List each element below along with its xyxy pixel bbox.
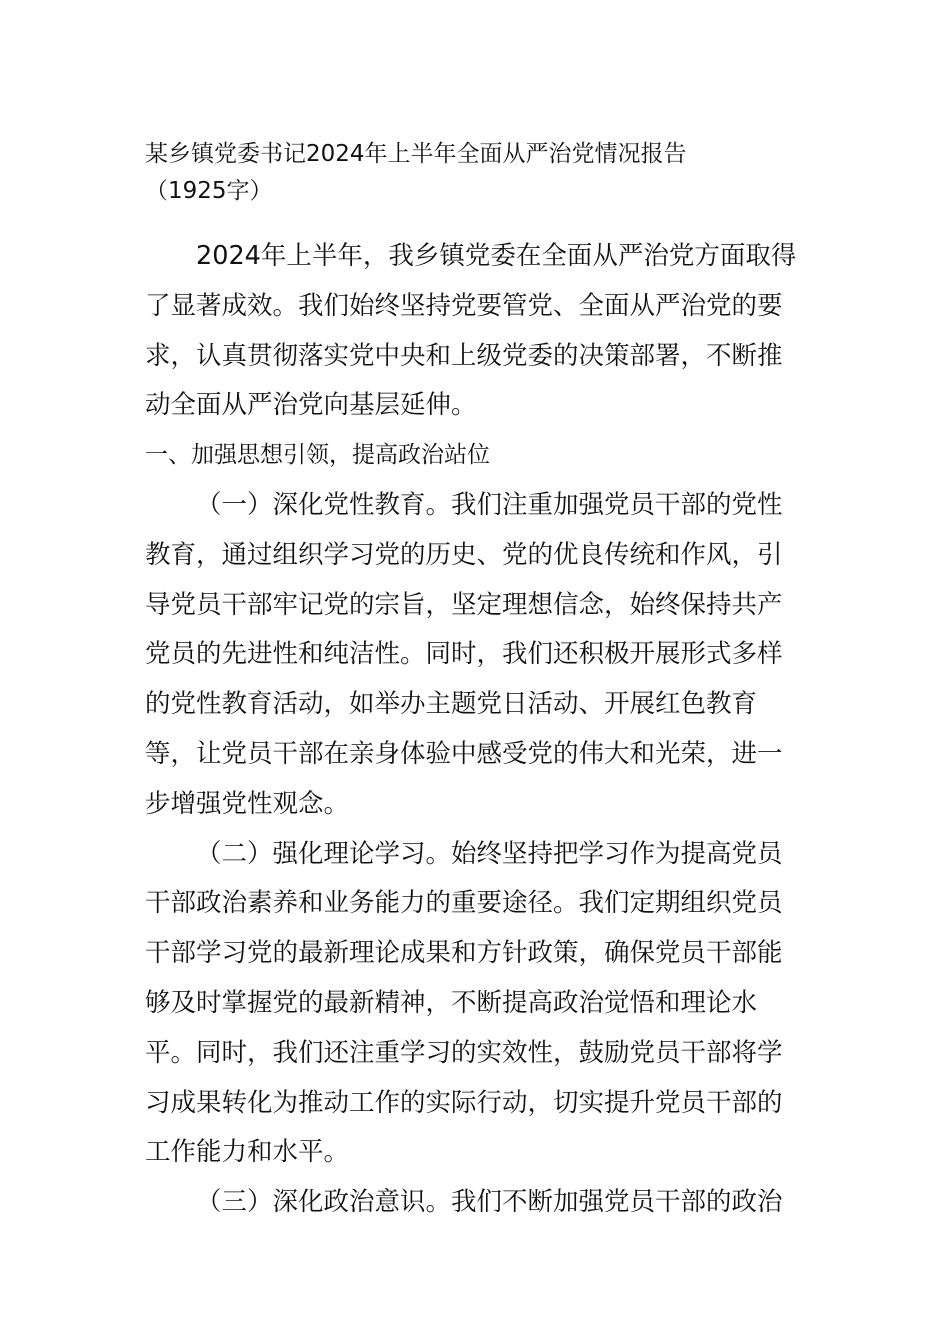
title-word-count: （1925字） (145, 178, 273, 204)
section-paragraph (145, 481, 810, 830)
document-body (145, 232, 810, 1228)
document-title (145, 136, 825, 210)
text-line: （二）强化理论学习。始终坚持把学习作为提高党员 (196, 838, 783, 869)
text-line: 教育，通过组织学习党的历史、党的优良传统和作风，引 (145, 539, 783, 570)
intro-paragraph (145, 232, 810, 431)
text-line: 等，让党员干部在亲身体验中感受党的伟大和光荣，进一 (145, 738, 783, 769)
section-paragraph (145, 830, 810, 1179)
section-paragraph (145, 1178, 810, 1228)
text-line: 工作能力和水平。 (145, 1137, 350, 1168)
text-line: 平。同时，我们还注重学习的实效性，鼓励党员干部将学 (145, 1037, 783, 1068)
text-line: 干部学习党的最新理论成果和方针政策，确保党员干部能 (145, 938, 783, 969)
text-line: 动全面从严治党向基层延伸。 (145, 390, 477, 421)
text-line: 2024年上半年，我乡镇党委在全面从严治党方面取得 (196, 241, 797, 271)
text-line: 的党性教育活动，如举办主题党日活动、开展红色教育 (145, 689, 758, 720)
text-line: 了显著成效。我们始终坚持党要管党、全面从严治党的要 (145, 290, 783, 321)
text-line: 干部政治素养和业务能力的重要途径。我们定期组织党员 (145, 888, 783, 919)
text-line: 求，认真贯彻落实党中央和上级党委的决策部署，不断推 (145, 340, 783, 371)
text-line: 够及时掌握党的最新精神，不断提高政治觉悟和理论水 (145, 987, 758, 1018)
text-line: 步增强党性观念。 (145, 788, 350, 819)
text-line: （三）深化政治意识。我们不断加强党员干部的政治 (196, 1187, 783, 1218)
text-line: 习成果转化为推动工作的实际行动，切实提升党员干部的 (145, 1087, 783, 1118)
text-line: （一）深化党性教育。我们注重加强党员干部的党性 (196, 489, 783, 520)
text-line: 导党员干部牢记党的宗旨，坚定理想信念，始终保持共产 (145, 589, 783, 620)
title-line: 某乡镇党委书记2024年上半年全面从严治党情况报告 (145, 141, 687, 167)
text-line: 党员的先进性和纯洁性。同时，我们还积极开展形式多样 (145, 639, 783, 670)
section-heading: 一、加强思想引领，提高政治站位 (145, 442, 490, 469)
